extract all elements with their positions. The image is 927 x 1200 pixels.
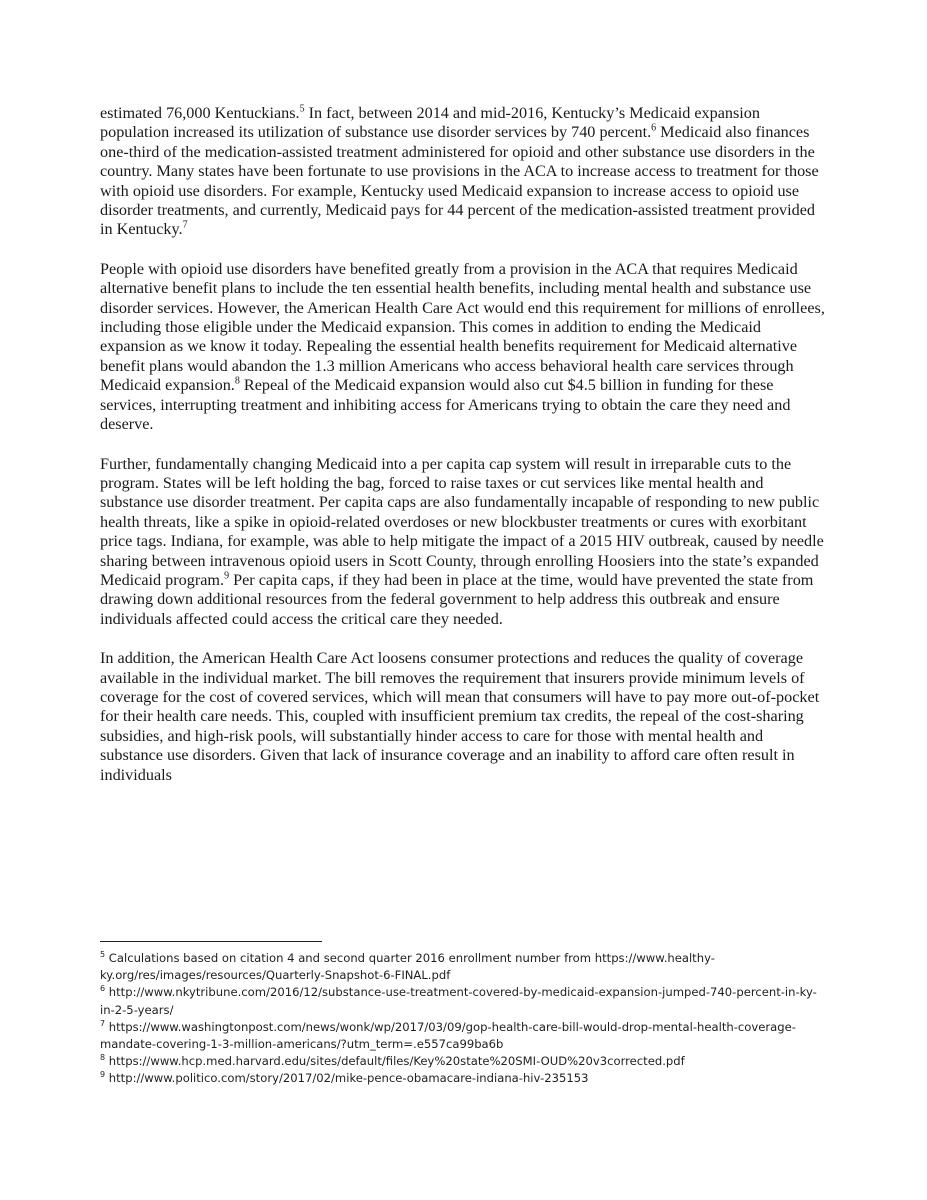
body-text [100,104,826,805]
paragraph-text: In addition, the American Health Care Act loosens consumer protections and reduces the quality of coverage available in the individual market. The bill removes the requirement that insurers provide minimum levels of coverage for the cost of covered services, which will mean that consumers will have to pay more out-of-pocket for their health care needs. This, coupled with insufficient premium tax credits, the repeal of the cost-sharing subsidies, and high-risk pools, will substantially hinder access to care for those with mental health and substance use disorders. Given that lack of insurance coverage and an inability to afford care often result in individuals [100,649,820,784]
footnotes [100,950,826,1088]
footnote-number: 5 [100,950,106,960]
footnote-text: http://www.nkytribune.com/2016/12/substance-use-treatment-covered-by-medicaid-expansion-jumped-740-percent-in-ky-in-2-5-years/ [100,985,817,1017]
paragraph-4 [100,649,826,785]
paragraph-text: In fact, between 2014 and mid-2016, Kentucky’s Medicaid expansion population increased its utilization of substance use disorder services by 740 percent. [100,104,760,142]
paragraph-text: Per capita caps, if they had been in place at the time, would have prevented the state from drawing down additional resources from the federal government to help address this outbreak and ensure individuals affected could access the critical care they needed. [100,570,814,628]
footnote-6 [100,984,826,1018]
footnote-text: https://www.washingtonpost.com/news/wonk/wp/2017/03/09/gop-health-care-bill-would-drop-mental-health-coverage-mandate-covering-1-3-million-americans/?utm_term=.e557ca99ba6b [100,1019,796,1052]
footnote-ref: 8 [234,375,240,387]
footnote-separator [100,941,322,942]
paragraph-3 [100,455,826,630]
footnote-number: 8 [100,1053,106,1063]
paragraph-text: Further, fundamentally changing Medicaid into a per capita cap system will result in irreparable cuts to the program. States will be left holding the bag, forced to raise taxes or cut services like mental health and substance use disorder treatment. Per capita caps are also fundamentally incapable of responding to new public health threats, like a spike in opioid-related overdoses or new blockbuster treatments or cures with exorbitant price tags. Indiana, for example, was able to help mitigate the impact of a 2015 HIV outbreak, caused by needle sharing between intravenous opioid users in Scott County, through enrolling Hoosiers into the state’s expanded Medicaid program. [100,454,824,589]
footnote-8 [100,1053,826,1070]
footnote-ref: 9 [224,570,230,582]
footnote-number: 9 [100,1070,106,1080]
paragraph-text: estimated 76,000 Kentuckians. [100,104,300,122]
footnote-5 [100,950,826,984]
paragraph-2 [100,260,826,435]
footnote-number: 7 [100,1018,106,1028]
footnote-ref: 5 [299,103,305,115]
paragraph-text: Repeal of the Medicaid expansion would also cut $4.5 billion in funding for these services, interrupting treatment and inhibiting access for Americans trying to obtain the care they need and deserve. [100,376,791,434]
paragraph-text: Medicaid also finances one-third of the medication-assisted treatment administered for opioid and other substance use disorders in the country. Many states have been fortunate to use provisions in the ACA to increase access to treatment for those with opioid use disorders. For example, Kentucky used Medicaid expansion to increase access to opioid use disorder treatments, and currently, Medicaid pays for 44 percent of the medication-assisted treatment provided in Kentucky. [100,123,819,239]
footnote-text: Calculations based on citation 4 and second quarter 2016 enrollment number from https://www.healthy-ky.org/res/images/resources/Quarterly-Snapshot-6-FINAL.pdf [100,951,715,983]
footnote-number: 6 [100,984,106,994]
footnote-text: http://www.politico.com/story/2017/02/mike-pence-obamacare-indiana-hiv-235153 [105,1071,589,1086]
footnote-ref: 7 [182,220,188,232]
paragraph-text: People with opioid use disorders have benefited greatly from a provision in the ACA that requires Medicaid alternative benefit plans to include the ten essential health benefits, including mental health and substance use disorder services. However, the American Health Care Act would end this requirement for millions of enrollees, including those eligible under the Medicaid expansion. This comes in addition to ending the Medicaid expansion as we know it today. Repealing the essential health benefits requirement for Medicaid alternative benefit plans would abandon the 1.3 million Americans who access behavioral health care services through Medicaid expansion. [100,259,825,395]
paragraph-1 [100,104,826,240]
footnote-7 [100,1019,826,1053]
footnote-9 [100,1070,826,1087]
footnote-text: https://www.hcp.med.harvard.edu/sites/default/files/Key%20state%20SMI-OUD%20v3corrected.pdf [105,1054,685,1069]
footnote-ref: 6 [651,123,657,135]
